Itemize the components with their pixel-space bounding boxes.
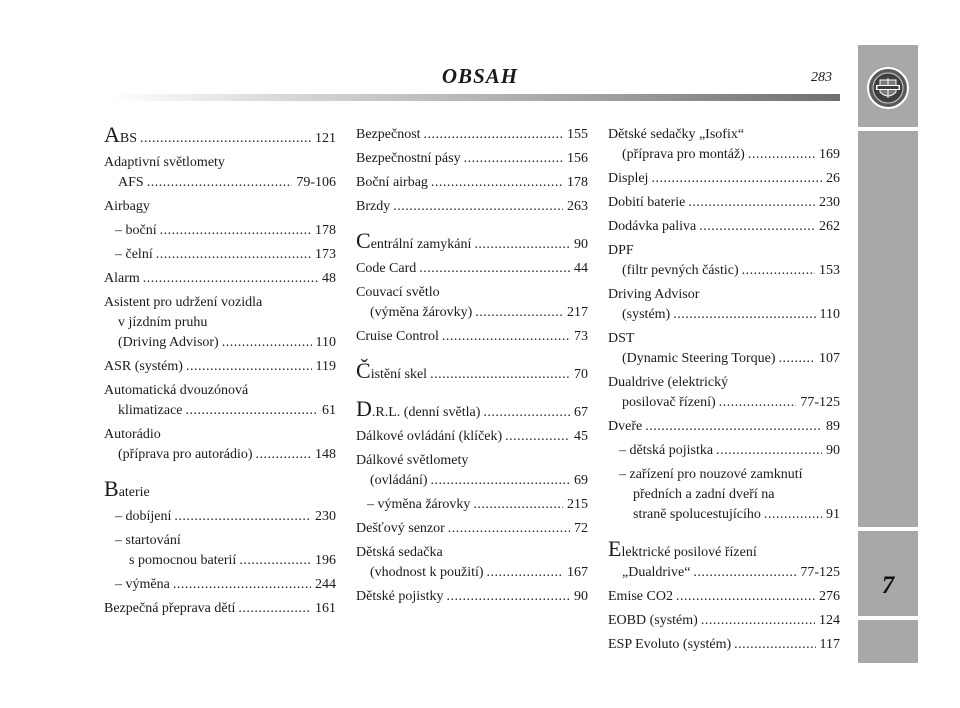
page-reference: 90: [826, 443, 840, 458]
page-reference: 110: [315, 335, 336, 350]
dot-leader: [444, 587, 571, 607]
entry-text: DST: [608, 331, 635, 346]
dot-leader: [183, 357, 312, 377]
index-entry: [608, 587, 840, 607]
dot-leader: [137, 129, 311, 149]
page-reference: 89: [826, 419, 840, 434]
page-reference: 73: [574, 329, 588, 344]
entry-text: EOBD (systém): [608, 613, 698, 628]
entry-text: AFS: [118, 175, 144, 190]
entry-text: Bezpečná přeprava dětí: [104, 601, 236, 616]
index-entry: [356, 149, 588, 169]
entry-text: Driving Advisor: [608, 287, 700, 302]
entry-text: (vhodnost k použití): [370, 565, 484, 580]
entry-text: Asistent pro udržení vozidla: [104, 295, 263, 310]
index-entry: [104, 357, 336, 377]
entry-text: „Dualdrive“: [622, 565, 691, 580]
index-entry: [104, 425, 336, 465]
entry-text: DPF: [608, 243, 634, 258]
index-entry: [104, 507, 336, 527]
index-entry: [104, 122, 336, 149]
dot-leader: [739, 261, 815, 281]
page-reference: 230: [819, 195, 840, 210]
section-letter: D: [356, 396, 372, 421]
index-entry: [356, 543, 588, 583]
entry-text: Dešťový senzor: [356, 521, 445, 536]
index-entry: [356, 427, 588, 447]
index-entry: [104, 197, 336, 217]
entry-text: Dětské pojistky: [356, 589, 444, 604]
entry-text: – dětská pojistka: [619, 443, 714, 458]
page-reference: 44: [574, 261, 588, 276]
page-reference: 70: [574, 367, 588, 382]
entry-text: Emise CO2: [608, 589, 673, 604]
page-reference: 90: [574, 237, 588, 252]
page-reference: 72: [574, 521, 588, 536]
dot-leader: [731, 635, 815, 655]
page-reference: 161: [315, 601, 336, 616]
page-reference: 67: [574, 405, 588, 420]
entry-text: istění skel: [370, 367, 428, 382]
page-reference: 110: [819, 307, 840, 322]
index-entry: [356, 283, 588, 323]
page-reference: 119: [315, 359, 336, 374]
dot-leader: [745, 145, 815, 165]
dot-leader: [761, 505, 822, 525]
entry-text: .R.L. (denní světla): [371, 405, 481, 420]
page-reference: 178: [567, 175, 588, 190]
index-entry: [356, 327, 588, 347]
page-reference: 26: [826, 171, 840, 186]
entry-text: entrální zamykání: [370, 237, 472, 252]
entry-text: – boční: [115, 223, 157, 238]
page-reference: 153: [819, 263, 840, 278]
entry-text: Adaptivní světlomety: [104, 155, 225, 170]
page-reference: 61: [322, 403, 336, 418]
page-reference: 121: [315, 131, 336, 146]
page-reference: 45: [574, 429, 588, 444]
entry-text: klimatizace: [118, 403, 183, 418]
dot-leader: [421, 125, 563, 145]
entry-text: (systém): [622, 307, 671, 322]
page-reference: 117: [819, 637, 840, 652]
entry-text: – výměna: [115, 577, 170, 592]
dot-leader: [253, 445, 312, 465]
page-reference: 178: [315, 223, 336, 238]
entry-text: ASR (systém): [104, 359, 183, 374]
entry-text: Bezpečnostní pásy: [356, 151, 461, 166]
entry-text: Dětské sedačky „Isofix“: [608, 127, 745, 142]
dot-leader: [428, 471, 570, 491]
page-reference: 262: [819, 219, 840, 234]
entry-text: straně spolucestujícího: [633, 507, 761, 522]
index-entry: [608, 417, 840, 437]
index-entry: [608, 241, 840, 281]
entry-text: Autorádio: [104, 427, 161, 442]
entry-text: (filtr pevných částic): [622, 263, 739, 278]
page-reference: 79-106: [296, 175, 336, 190]
index-entry: [608, 536, 840, 583]
entry-text: v jízdním pruhu: [118, 315, 208, 330]
entry-text: Automatická dvouzónová: [104, 383, 249, 398]
tab-divider: [858, 527, 918, 531]
page-reference: 77-125: [800, 395, 840, 410]
dot-leader: [461, 149, 563, 169]
dot-leader: [236, 551, 311, 571]
dot-leader: [696, 217, 815, 237]
page-reference: 230: [315, 509, 336, 524]
entry-text: (Driving Advisor): [118, 335, 219, 350]
section-letter: A: [104, 122, 120, 147]
dot-leader: [157, 221, 311, 241]
dot-leader: [153, 245, 311, 265]
dot-leader: [648, 169, 822, 189]
page-number: 283: [811, 70, 832, 85]
index-entry: [104, 599, 336, 619]
index-entry: [608, 465, 840, 525]
dot-leader: [427, 365, 570, 385]
page-reference: 148: [315, 447, 336, 462]
index-entry: [608, 611, 840, 631]
entry-text: BS: [119, 131, 138, 146]
entry-text: aterie: [118, 485, 150, 500]
entry-text: Alarm: [104, 271, 140, 286]
entry-text: ESP Evoluto (systém): [608, 637, 732, 652]
index-entry: [104, 476, 336, 503]
page-reference: 173: [315, 247, 336, 262]
page-reference: 91: [826, 507, 840, 522]
index-entry: [356, 587, 588, 607]
index-entry: [608, 125, 840, 165]
index-entry: [608, 635, 840, 655]
entry-text: Boční airbag: [356, 175, 428, 190]
dot-leader: [170, 575, 311, 595]
dot-leader: [502, 427, 570, 447]
index-entry: [356, 358, 588, 385]
page-reference: 215: [567, 497, 588, 512]
index-entry: [608, 441, 840, 461]
entry-text: Bezpečnost: [356, 127, 421, 142]
entry-text: posilovač řízení): [622, 395, 716, 410]
index-entry: [104, 293, 336, 353]
page-reference: 217: [567, 305, 588, 320]
entry-text: (výměna žárovky): [370, 305, 473, 320]
dot-leader: [716, 393, 797, 413]
entry-text: Dálkové ovládání (klíček): [356, 429, 503, 444]
entry-text: Code Card: [356, 261, 417, 276]
dot-leader: [685, 193, 815, 213]
entry-text: Dveře: [608, 419, 643, 434]
chapter-number: 7: [881, 572, 895, 599]
dot-leader: [140, 269, 318, 289]
index-entry: [104, 153, 336, 193]
entry-text: Dobití baterie: [608, 195, 686, 210]
index-entry: [356, 259, 588, 279]
page-reference: 124: [819, 613, 840, 628]
dot-leader: [776, 349, 816, 369]
dot-leader: [144, 173, 293, 193]
index-entry: [104, 575, 336, 595]
index-column-3: [608, 125, 840, 659]
page-reference: 77-125: [800, 565, 840, 580]
dot-leader: [416, 259, 570, 279]
entry-text: – dobíjení: [115, 509, 172, 524]
page-reference: 156: [567, 151, 588, 166]
entry-text: předních a zadní dveří na: [633, 487, 775, 502]
index-entry: [356, 173, 588, 193]
index-entry: [608, 169, 840, 189]
index-column-2: [356, 125, 588, 611]
page-reference: 196: [315, 553, 336, 568]
index-entry: [104, 381, 336, 421]
entry-text: Cruise Control: [356, 329, 439, 344]
index-entry: [356, 519, 588, 539]
index-entry: [608, 329, 840, 369]
dot-leader: [713, 441, 822, 461]
dot-leader: [471, 235, 570, 255]
index-entry: [356, 451, 588, 491]
entry-text: Airbagy: [104, 199, 150, 214]
dot-leader: [445, 519, 570, 539]
section-letter: B: [104, 476, 119, 501]
entry-text: – zařízení pro nouzové zamknutí: [619, 467, 803, 482]
index-entry: [104, 269, 336, 289]
dot-leader: [472, 303, 563, 323]
section-letter: E: [608, 536, 622, 561]
index-entry: [356, 228, 588, 255]
entry-text: Dětská sedačka: [356, 545, 443, 560]
dot-leader: [439, 327, 570, 347]
dot-leader: [219, 333, 312, 353]
dot-leader: [698, 611, 815, 631]
dot-leader: [171, 507, 311, 527]
index-entry: [608, 217, 840, 237]
dot-leader: [428, 173, 563, 193]
entry-text: Dálkové světlomety: [356, 453, 469, 468]
index-entry: [356, 197, 588, 217]
entry-text: Displej: [608, 171, 649, 186]
entry-text: (ovládání): [370, 473, 428, 488]
page-reference: 155: [567, 127, 588, 142]
entry-text: (Dynamic Steering Torque): [622, 351, 776, 366]
index-entry: [356, 125, 588, 145]
index-entry: [608, 373, 840, 413]
header-rule: [110, 94, 840, 101]
index-entry: [104, 531, 336, 571]
entry-text: Couvací světlo: [356, 285, 440, 300]
entry-text: (příprava pro autorádio): [118, 447, 253, 462]
page-reference: 69: [574, 473, 588, 488]
section-letter: Č: [356, 358, 371, 383]
page-reference: 48: [322, 271, 336, 286]
entry-text: Dodávka paliva: [608, 219, 697, 234]
index-entry: [104, 245, 336, 265]
entry-text: Brzdy: [356, 199, 391, 214]
dot-leader: [235, 599, 311, 619]
dot-leader: [642, 417, 822, 437]
entry-text: – výměna žárovky: [367, 497, 471, 512]
page-reference: 244: [315, 577, 336, 592]
page-reference: 276: [819, 589, 840, 604]
entry-text: lektrické posilové řízení: [621, 545, 757, 560]
entry-text: (příprava pro montáž): [622, 147, 745, 162]
dot-leader: [183, 401, 318, 421]
index-entry: [608, 193, 840, 213]
tab-divider: [858, 127, 918, 131]
page-reference: 90: [574, 589, 588, 604]
page-title: OBSAH: [441, 64, 519, 88]
dot-leader: [484, 563, 563, 583]
page-reference: 263: [567, 199, 588, 214]
entry-text: s pomocnou baterií: [129, 553, 237, 568]
dot-leader: [670, 305, 815, 325]
dot-leader: [690, 563, 796, 583]
index-column-1: [104, 122, 336, 623]
index-entry: [104, 221, 336, 241]
dot-leader: [480, 403, 570, 423]
index-entry: [356, 495, 588, 515]
index-entry: [356, 396, 588, 423]
index-entry: [608, 285, 840, 325]
dot-leader: [470, 495, 563, 515]
entry-text: Dualdrive (elektrický: [608, 375, 729, 390]
dot-leader: [390, 197, 563, 217]
entry-text: – čelní: [115, 247, 153, 262]
chapter-side-tab: [858, 45, 918, 663]
entry-text: – startování: [115, 533, 181, 548]
lancia-logo-icon: [866, 66, 910, 110]
section-letter: C: [356, 228, 371, 253]
tab-divider: [858, 616, 918, 620]
page-reference: 169: [819, 147, 840, 162]
page-reference: 107: [819, 351, 840, 366]
dot-leader: [673, 587, 815, 607]
page-reference: 167: [567, 565, 588, 580]
